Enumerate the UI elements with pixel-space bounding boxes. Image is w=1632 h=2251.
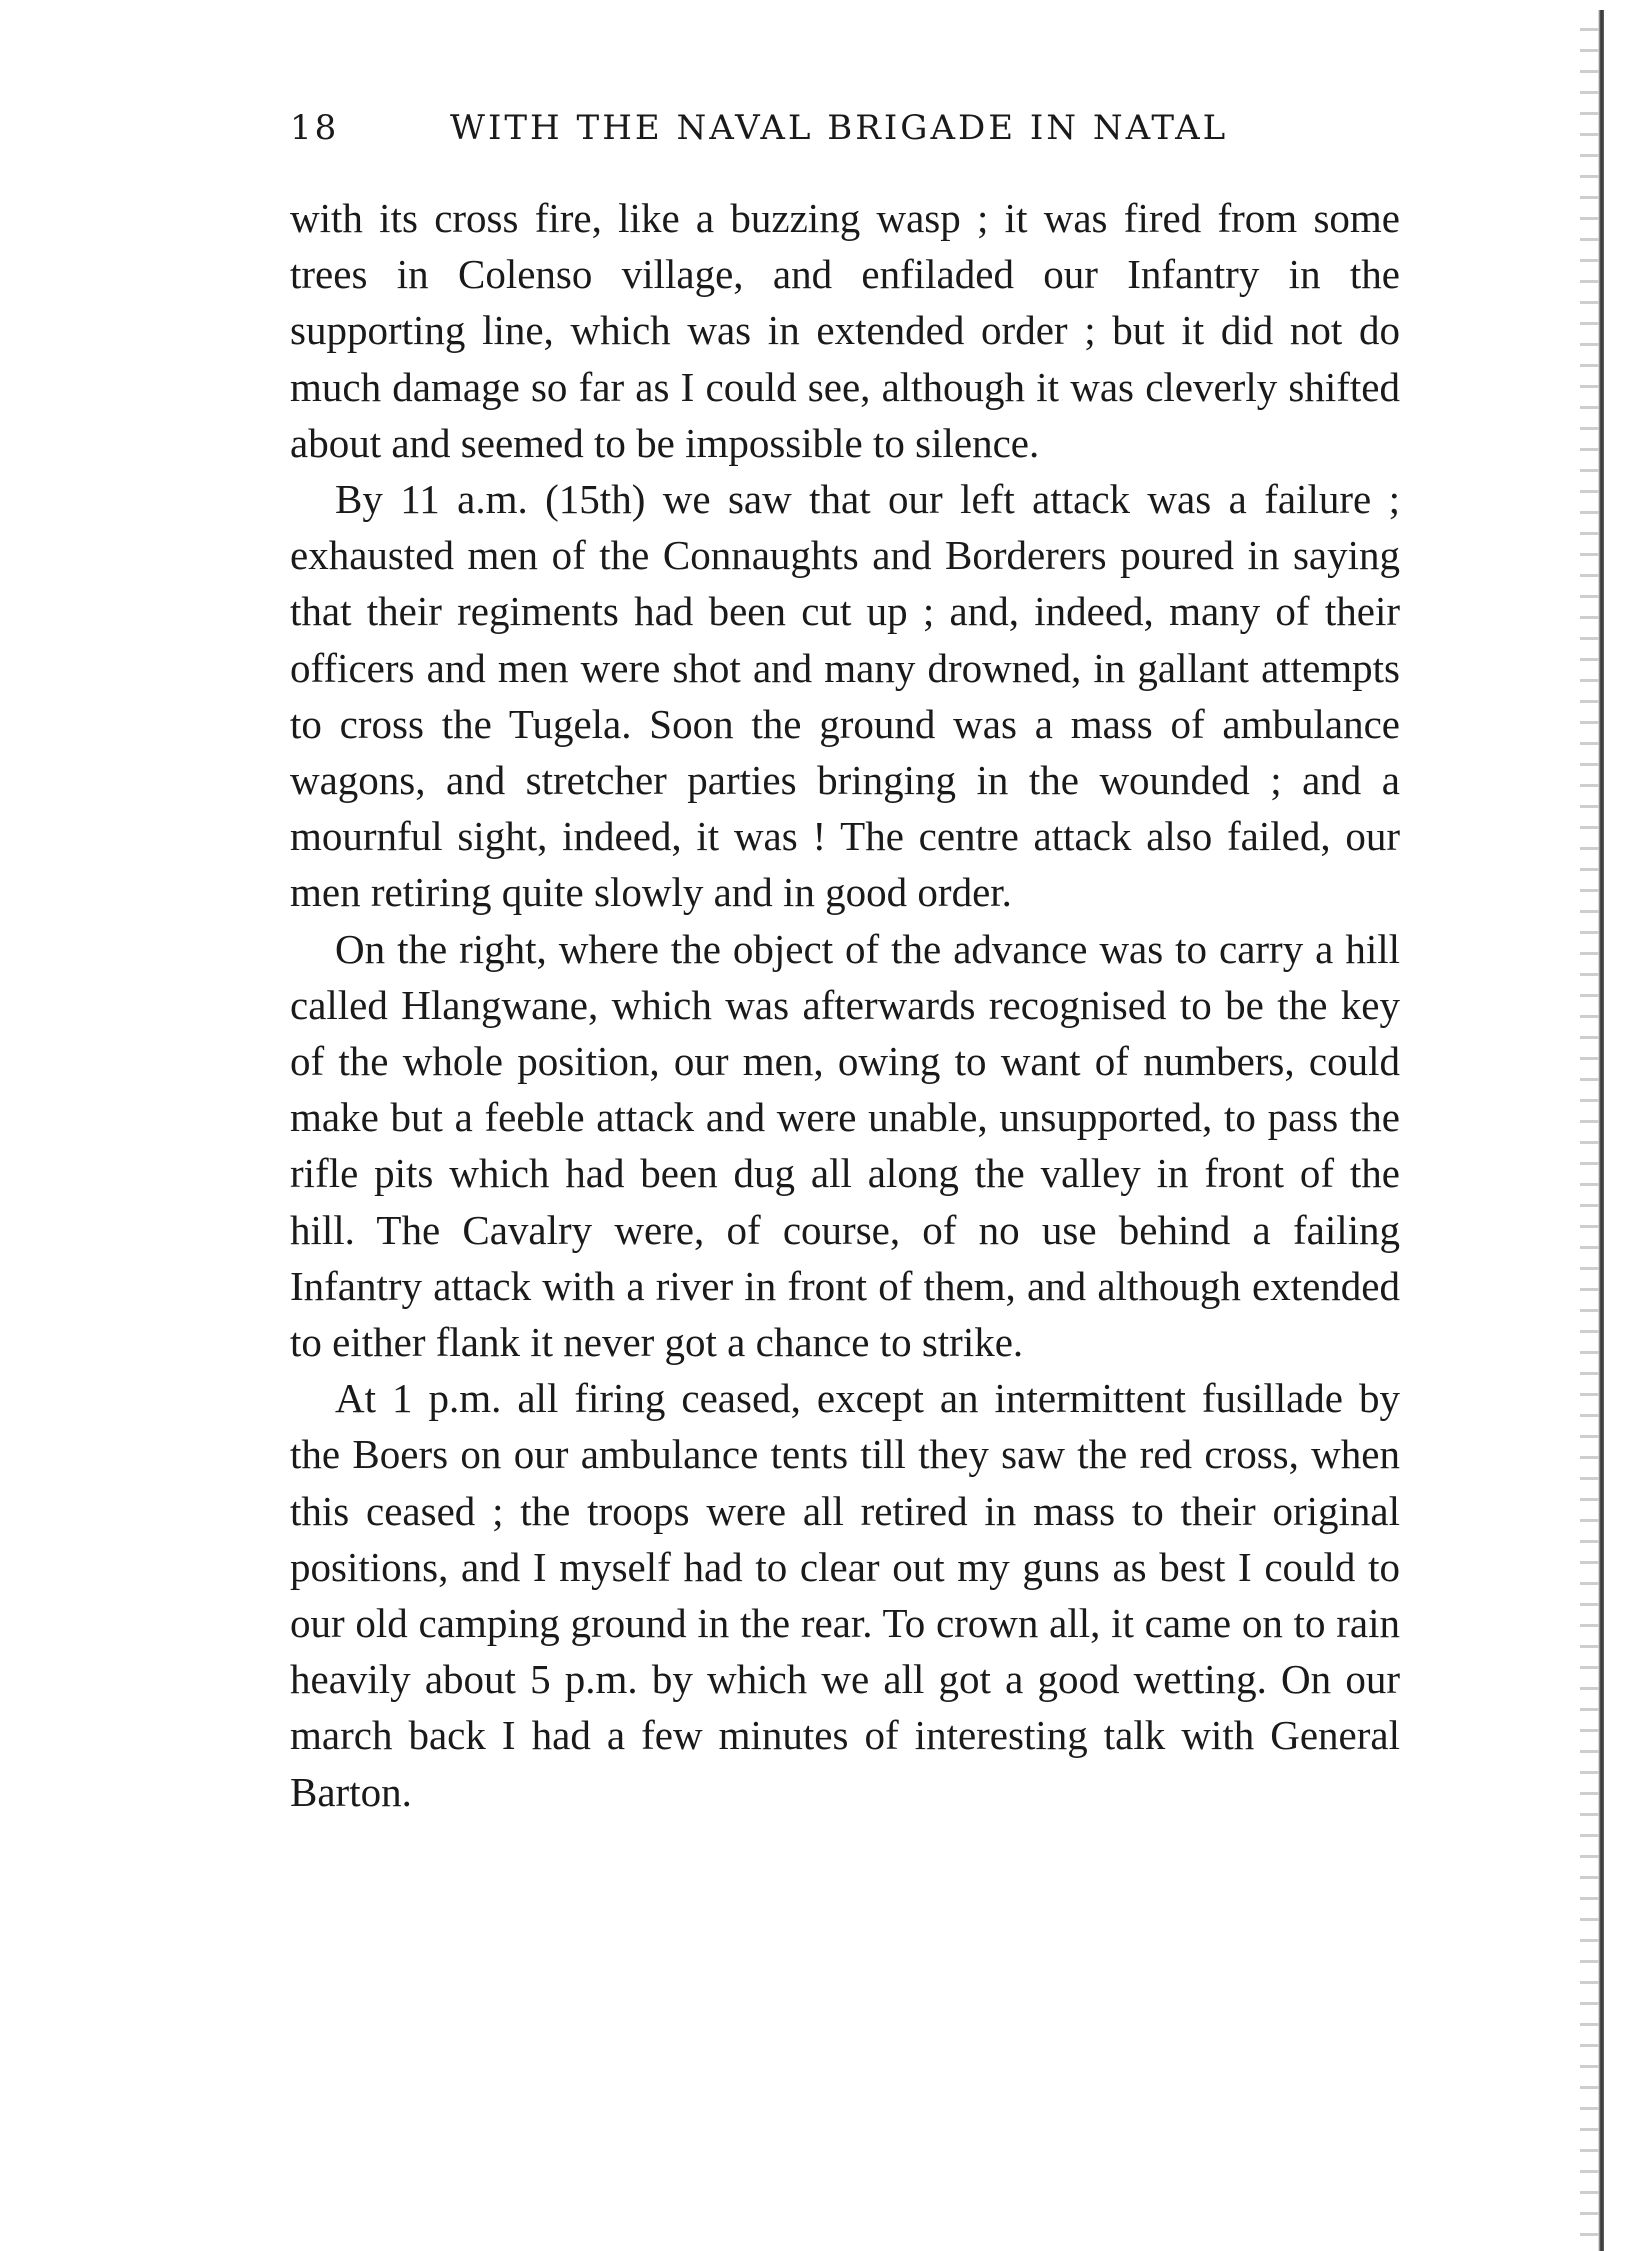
binding-edge bbox=[1598, 10, 1604, 2251]
paragraph-4: At 1 p.m. all firing ceased, except an intermittent fusillade by the Boers on our ambulance tents till they saw the red cross, when this ceased ; the troops were all retired in mass to their original positions, and I myself had to clear out my guns as best I could to our old camping ground in the rear. To crown all, it came on to rain heavily about 5 p.m. by which we all got a good wetting. On our march back I had a few minutes of interesting talk with General Barton. bbox=[290, 1375, 1400, 1815]
binding-texture bbox=[1580, 10, 1600, 2251]
running-title: WITH THE NAVAL BRIGADE IN NATAL bbox=[450, 108, 1229, 148]
body-text bbox=[290, 190, 1400, 1820]
paragraph-3: On the right, where the object of the advance was to carry a hill called Hlangwane, which was afterwards recognised to be the key of the whole position, our men, owing to want of numbers, could make but a feeble attack and were unable, unsupported, to pass the rifle pits which had been dug all along the valley in front of the hill. The Cavalry were, of course, of no use behind a failing Infantry attack with a river in front of them, and although extended to either flank it never got a chance to strike. bbox=[290, 925, 1400, 1366]
page-number: 18 bbox=[290, 108, 340, 148]
paragraph-2: By 11 a.m. (15th) we saw that our left attack was a failure ; exhausted men of the Connaughts and Borderers poured in saying that their regiments had been cut up ; and, indeed, many of their officers and men were shot and many drowned, in gallant attempts to cross the Tugela. Soon the ground was a mass of ambulance wagons, and stretcher parties bringing in the wounded ; and a mournful sight, indeed, it was ! The centre attack also failed, our men retiring quite slowly and in good order. bbox=[290, 476, 1400, 916]
paragraph-1: with its cross fire, like a buzzing wasp ; it was fired from some trees in Colenso village, and enfiladed our Infantry in the supporting line, which was in extended order ; but it did not do much damage so far as I could see, although it was cleverly shifted about and seemed to be impossible to silence. bbox=[290, 195, 1400, 466]
running-head bbox=[290, 108, 1400, 158]
